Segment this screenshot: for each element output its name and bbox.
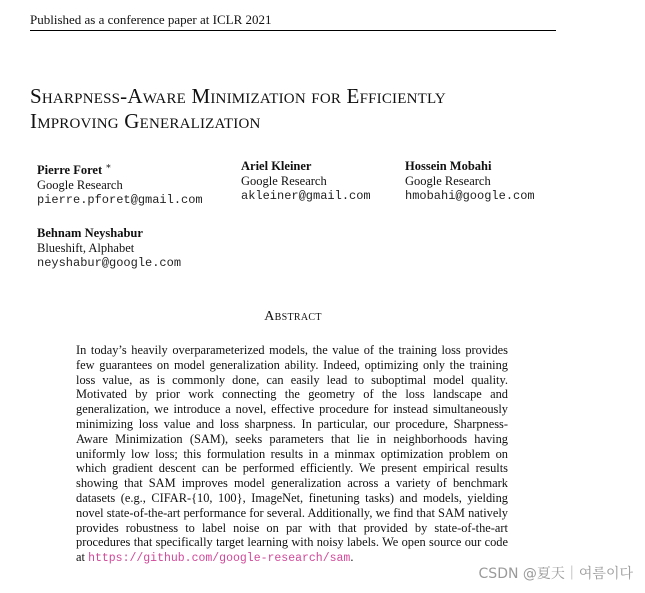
author-block <box>37 159 203 208</box>
author-block <box>405 159 535 204</box>
author-block <box>37 226 181 271</box>
running-header: Published as a conference paper at ICLR 2021 <box>30 12 272 27</box>
author-name: Behnam Neyshabur <box>37 226 143 240</box>
author-affiliation: Google Research <box>405 174 491 188</box>
author-name: Hossein Mobahi <box>405 159 492 173</box>
author-email[interactable]: akleiner@gmail.com <box>241 189 371 203</box>
header-rule <box>30 30 556 31</box>
author-name: Ariel Kleiner <box>241 159 312 173</box>
author-affiliation: Blueshift, Alphabet <box>37 241 135 255</box>
code-link[interactable]: https://github.com/google-research/sam <box>88 552 351 566</box>
author-email[interactable]: neyshabur@google.com <box>37 256 182 270</box>
author-email[interactable]: hmobahi@google.com <box>405 189 535 203</box>
paper-title-line-2: Improving Generalization <box>30 109 261 133</box>
author-email[interactable]: pierre.pforet@gmail.com <box>37 193 203 208</box>
abstract-end: . <box>350 550 354 565</box>
abstract-text: In today’s heavily overparameterized models, the value of the training loss provides few guarantees on model generalization ability. Indeed, optimizing only the training loss value, as is commonly done, can easily lead to suboptimal model quality. Motivated by prior work connecting the geometry of the loss landscape and generalization, we introduce a novel, effective procedure for instead simultaneously minimizing loss value and loss sharpness. In particular, our procedure, Sharpness-Aware Minimization (SAM), seeks parameters that lie in neighborhoods having uniformly low loss; this formulation results in a minmax optimization problem on which gradient descent can be performed efficiently. We present empirical results showing that SAM improves model generalization across a variety of benchmark datasets (e.g., CIFAR-{10, 100}, ImageNet, finetuning tasks) and models, yielding novel state-of-the-art performance for several. Additionally, we find that SAM natively provides robustness to label noise on par with that provided by state-of-the-art procedures that specifically target learning with noisy labels. We open source our code at <box>76 343 508 565</box>
paper-title-line-1: Sharpness-Aware Minimization for Efficiently <box>30 84 446 108</box>
author-affiliation: Google Research <box>37 178 123 193</box>
author-block <box>241 159 371 204</box>
author-name: Pierre Foret ∗ <box>37 161 112 178</box>
abstract-body <box>76 343 508 567</box>
footnote-mark: ∗ <box>105 161 112 171</box>
watermark: CSDN @夏天｜여름이다 <box>478 566 633 582</box>
author-affiliation: Google Research <box>241 174 327 188</box>
abstract-heading: Abstract <box>264 309 322 324</box>
paper-title <box>30 84 446 134</box>
